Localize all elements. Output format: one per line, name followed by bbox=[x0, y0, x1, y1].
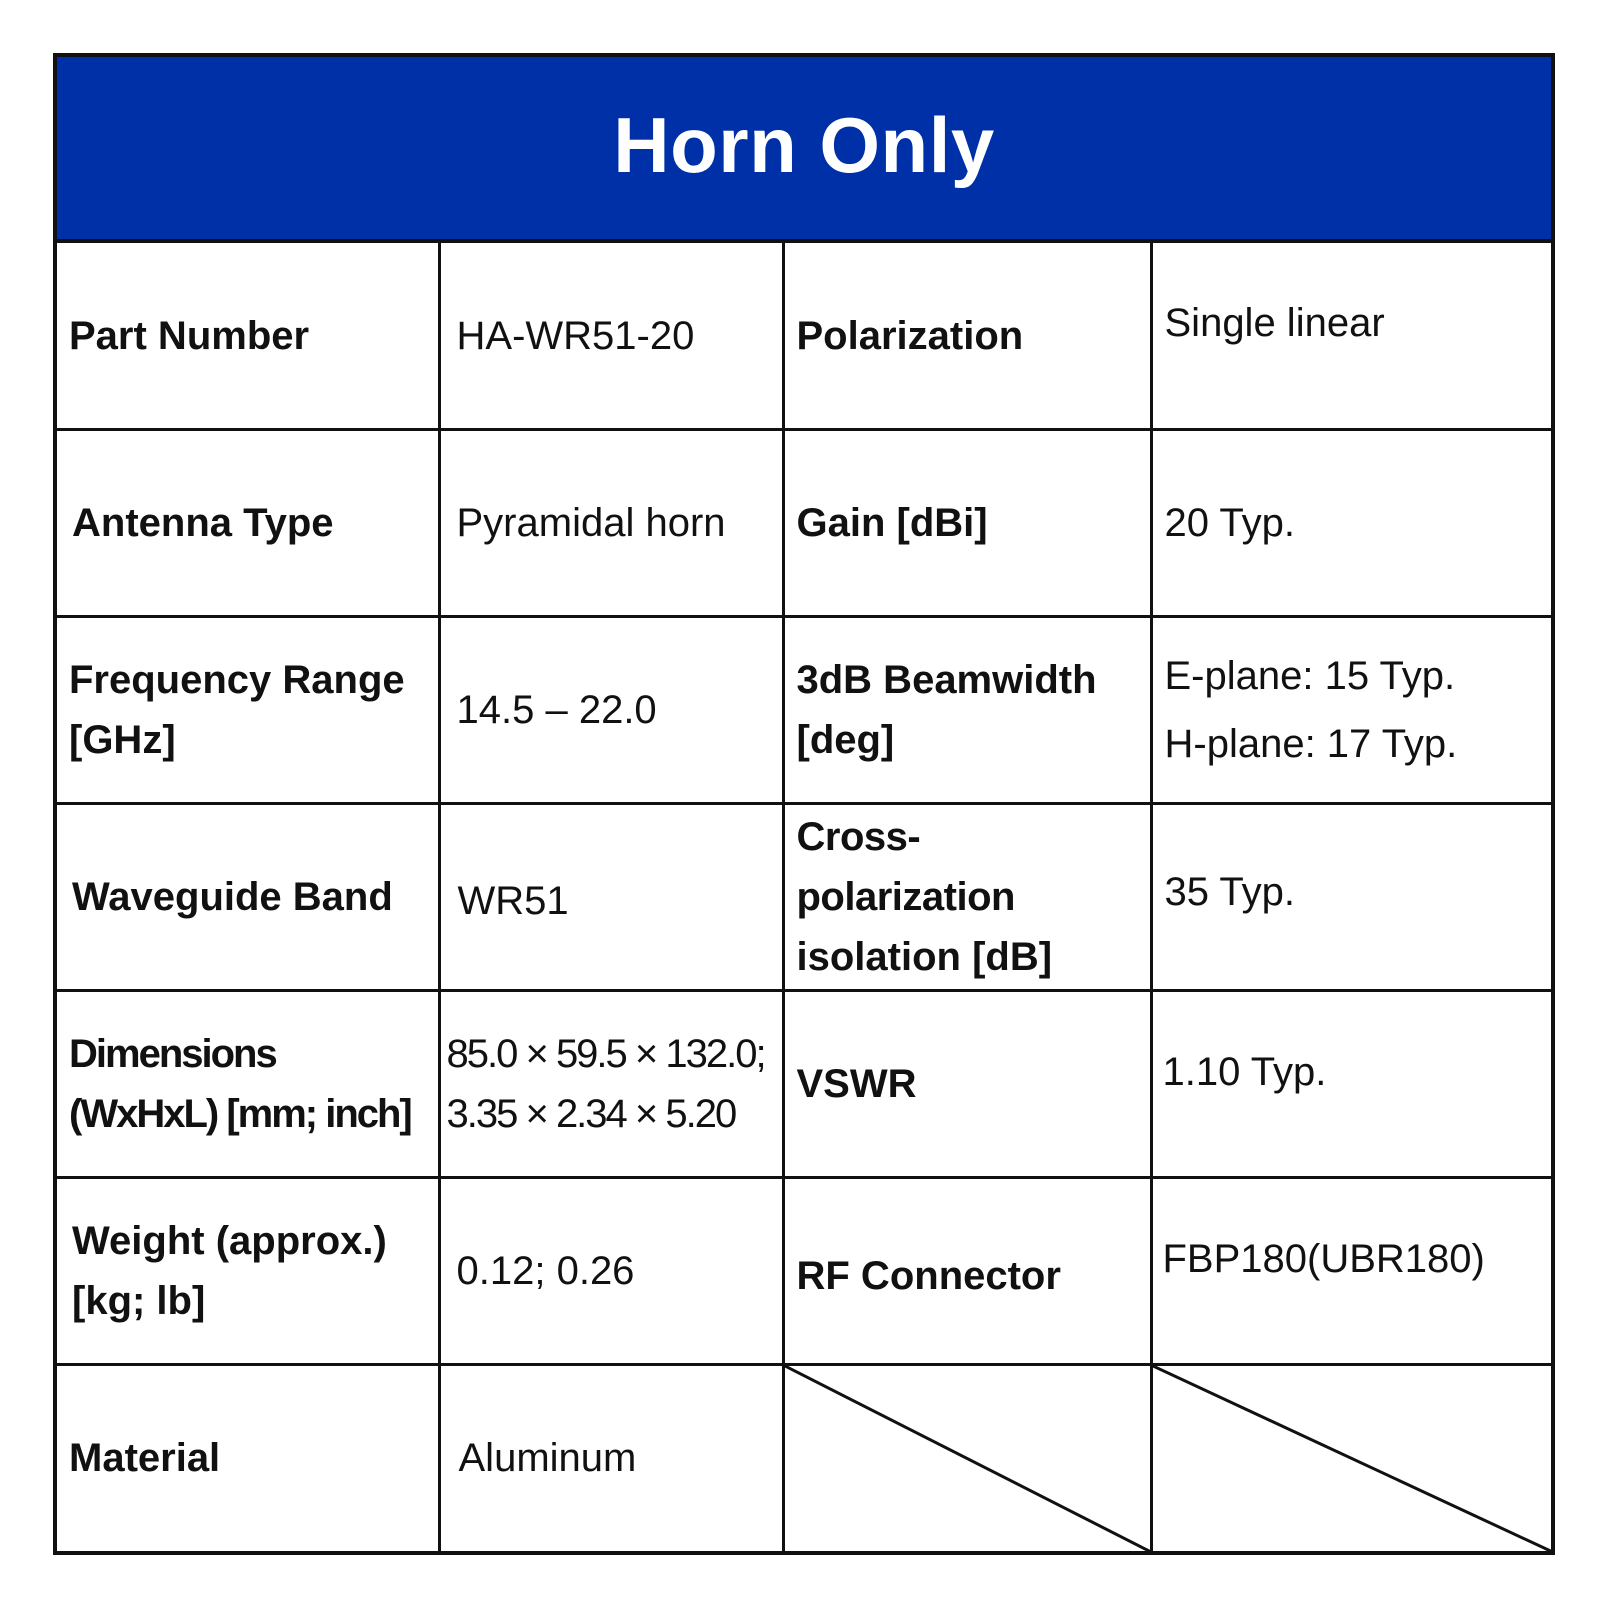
right-label-cell bbox=[783, 617, 1151, 804]
right-label-cell bbox=[783, 804, 1151, 991]
left-value-cell bbox=[439, 617, 783, 804]
table-row bbox=[57, 430, 1551, 617]
left-label-cell bbox=[57, 430, 439, 617]
empty-cell bbox=[783, 1364, 1151, 1551]
left-label-text: [GHz] bbox=[69, 718, 176, 763]
empty-cell bbox=[1151, 1364, 1551, 1551]
right-label-cell bbox=[783, 1177, 1151, 1364]
left-value-text: WR51 bbox=[457, 878, 569, 923]
sheet-title: Horn Only bbox=[613, 100, 995, 189]
left-value-cell bbox=[439, 1364, 783, 1551]
left-label-text: Dimensions bbox=[69, 1031, 276, 1076]
table-row bbox=[57, 1177, 1551, 1364]
left-label-text: Weight (approx.) bbox=[72, 1218, 387, 1263]
spec-table bbox=[57, 243, 1551, 1551]
right-value-text: 1.10 Typ. bbox=[1162, 1049, 1327, 1094]
left-label-cell bbox=[57, 1364, 439, 1551]
left-label-text: (WxHxL) [mm; inch] bbox=[69, 1091, 411, 1136]
right-value-text: FBP180(UBR180) bbox=[1162, 1236, 1485, 1281]
left-value-cell bbox=[439, 804, 783, 991]
right-value-cell bbox=[1151, 804, 1551, 991]
left-value-text: HA-WR51-20 bbox=[456, 313, 695, 358]
right-label-text: Cross-polarization bbox=[796, 814, 1015, 919]
left-label-text: [kg; lb] bbox=[72, 1278, 206, 1323]
left-label-cell bbox=[57, 990, 439, 1177]
right-label-text: Polarization bbox=[796, 313, 1024, 358]
right-value-cell bbox=[1151, 1177, 1551, 1364]
table-row bbox=[57, 1364, 1551, 1551]
right-value-text: 35 Typ. bbox=[1164, 869, 1295, 914]
right-value-text: 20 Typ. bbox=[1164, 501, 1295, 546]
left-value-text: Aluminum bbox=[458, 1436, 637, 1481]
diagonal-slash bbox=[1153, 1366, 1552, 1551]
left-value-cell bbox=[439, 430, 783, 617]
left-label-text: Material bbox=[69, 1436, 221, 1481]
right-value-cell bbox=[1151, 430, 1551, 617]
right-value-text: E-plane: 15 Typ. bbox=[1164, 654, 1456, 699]
right-value-text: H-plane: 17 Typ. bbox=[1164, 722, 1458, 767]
left-value-cell bbox=[439, 990, 783, 1177]
right-label-cell bbox=[783, 990, 1151, 1177]
left-label-cell bbox=[57, 1177, 439, 1364]
right-label-text: isolation [dB] bbox=[796, 934, 1053, 979]
right-label-text: VSWR bbox=[796, 1061, 917, 1106]
right-value-cell bbox=[1151, 990, 1551, 1177]
diagonal-slash bbox=[785, 1366, 1150, 1551]
left-value-text: Pyramidal horn bbox=[456, 501, 726, 546]
table-row bbox=[57, 617, 1551, 804]
table-row bbox=[57, 243, 1551, 430]
right-value-cell bbox=[1151, 243, 1551, 430]
left-value-text: 14.5 – 22.0 bbox=[456, 688, 657, 733]
left-value-text: 3.35 × 2.34 × 5.20 bbox=[446, 1091, 736, 1136]
left-label-text: Part Number bbox=[69, 313, 310, 358]
left-value-text: 0.12; 0.26 bbox=[456, 1248, 635, 1293]
right-value-cell bbox=[1151, 617, 1551, 804]
left-label-text: Waveguide Band bbox=[72, 874, 393, 919]
left-value-cell bbox=[439, 1177, 783, 1364]
left-label-cell bbox=[57, 243, 439, 430]
left-label-text: Frequency Range bbox=[69, 658, 405, 703]
left-label-cell bbox=[57, 804, 439, 991]
right-label-cell bbox=[783, 243, 1151, 430]
title-bar bbox=[57, 57, 1551, 243]
left-value-cell bbox=[439, 243, 783, 430]
right-value-text: Single linear bbox=[1164, 301, 1385, 345]
table-row bbox=[57, 804, 1551, 991]
left-label-cell bbox=[57, 617, 439, 804]
right-label-text: [deg] bbox=[796, 718, 895, 763]
right-label-cell bbox=[783, 430, 1151, 617]
right-label-text: Gain [dBi] bbox=[796, 501, 988, 546]
left-value-text: 85.0 × 59.5 × 132.0; bbox=[446, 1031, 765, 1076]
right-label-text: RF Connector bbox=[796, 1253, 1061, 1298]
left-label-text: Antenna Type bbox=[72, 501, 334, 546]
table-row bbox=[57, 990, 1551, 1177]
right-label-text: 3dB Beamwidth bbox=[796, 658, 1097, 703]
spec-sheet bbox=[53, 53, 1555, 1555]
